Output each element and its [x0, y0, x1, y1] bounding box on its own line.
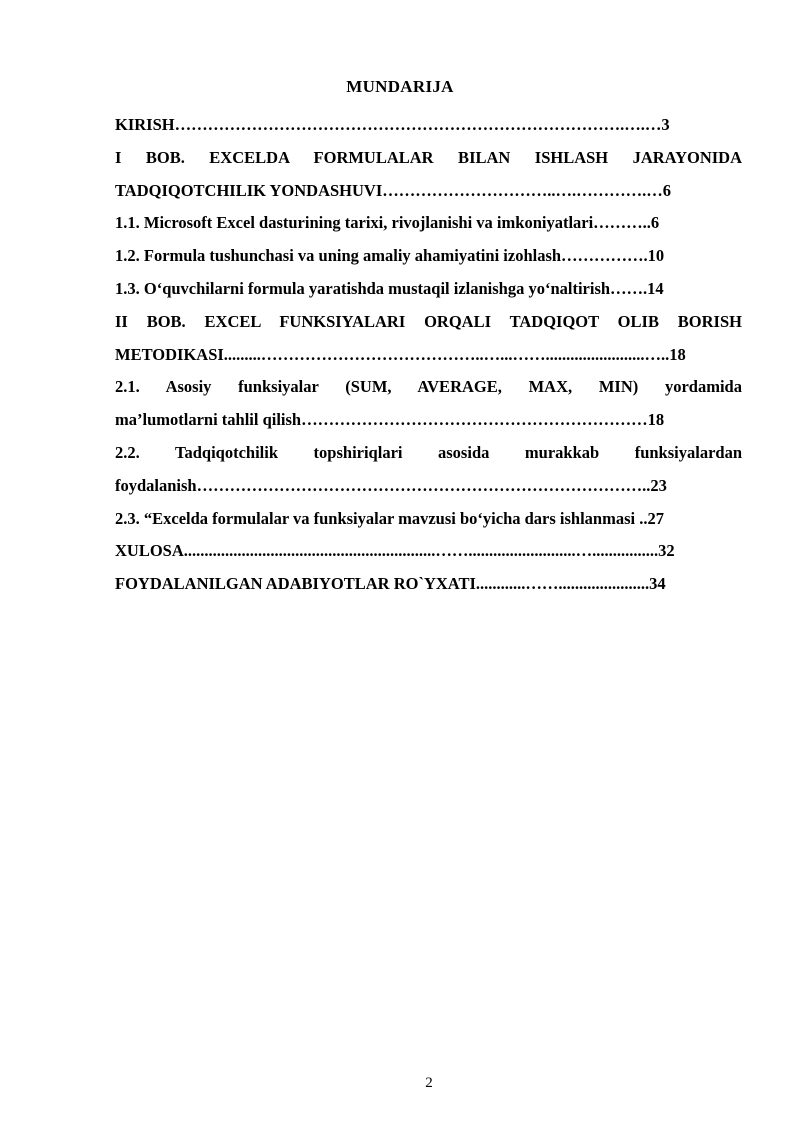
toc-entry-chapter-2-heading: II BOB. EXCEL FUNKSIYALARI ORQALI TADQIQOT OLIB BORISH [115, 311, 742, 331]
page-number: 2 [425, 1075, 433, 1091]
toc-entry-2-2-cont: foydalanish………………………………………………………………………..23 [115, 475, 667, 495]
toc-entry-1-2: 1.2. Formula tushunchasi va uning amaliy ahamiyatini izohlash…………….10 [115, 246, 665, 266]
table-of-contents [115, 109, 742, 601]
toc-entry-xulosa: XULOSA.............................................................……..........................…................32 [115, 541, 675, 561]
toc-entry-2-2: 2.2. Tadqiqotchilik topshiriqlari asosida murakkab funksiyalardan [115, 442, 742, 462]
toc-entry-2-3: 2.3. “Excelda formulalar va funksiyalar mavzusi bo‘yicha dars ishlanmasi ..27 [115, 508, 664, 528]
toc-entry-kirish: KIRISH……………………………………………………………………….….…3 [115, 115, 670, 134]
toc-entry-chapter-1-heading: I BOB. EXCELDA FORMULALAR BILAN ISHLASH JARAYONIDA [115, 147, 742, 167]
toc-entry-chapter-2-heading-cont: METODIKASI.........…………………………………..…...……........................…..18 [115, 344, 686, 364]
toc-entry-1-3: 1.3. O‘quvchilarni formula yaratishda mustaqil izlanishga yo‘naltirish…….14 [115, 278, 664, 298]
toc-entry-chapter-1-heading-cont: TADQIQOTCHILIK YONDASHUVI…………………………..….………….…6 [115, 180, 671, 200]
toc-entry-2-1: 2.1. Asosiy funksiyalar (SUM, AVERAGE, MAX, MIN) yordamida [115, 377, 742, 397]
toc-entry-1-1: 1.1. Microsoft Excel dasturining tarixi, rivojlanishi va imkoniyatlari………..6 [115, 213, 660, 233]
toc-entry-references: FOYDALANILGAN ADABIYOTLAR RO`YXATI............……......................34 [115, 574, 666, 594]
toc-title: MUNDARIJA [346, 77, 454, 96]
toc-entry-2-1-cont: ma’lumotlarni tahlil qilish………………………………………………………18 [115, 410, 665, 430]
